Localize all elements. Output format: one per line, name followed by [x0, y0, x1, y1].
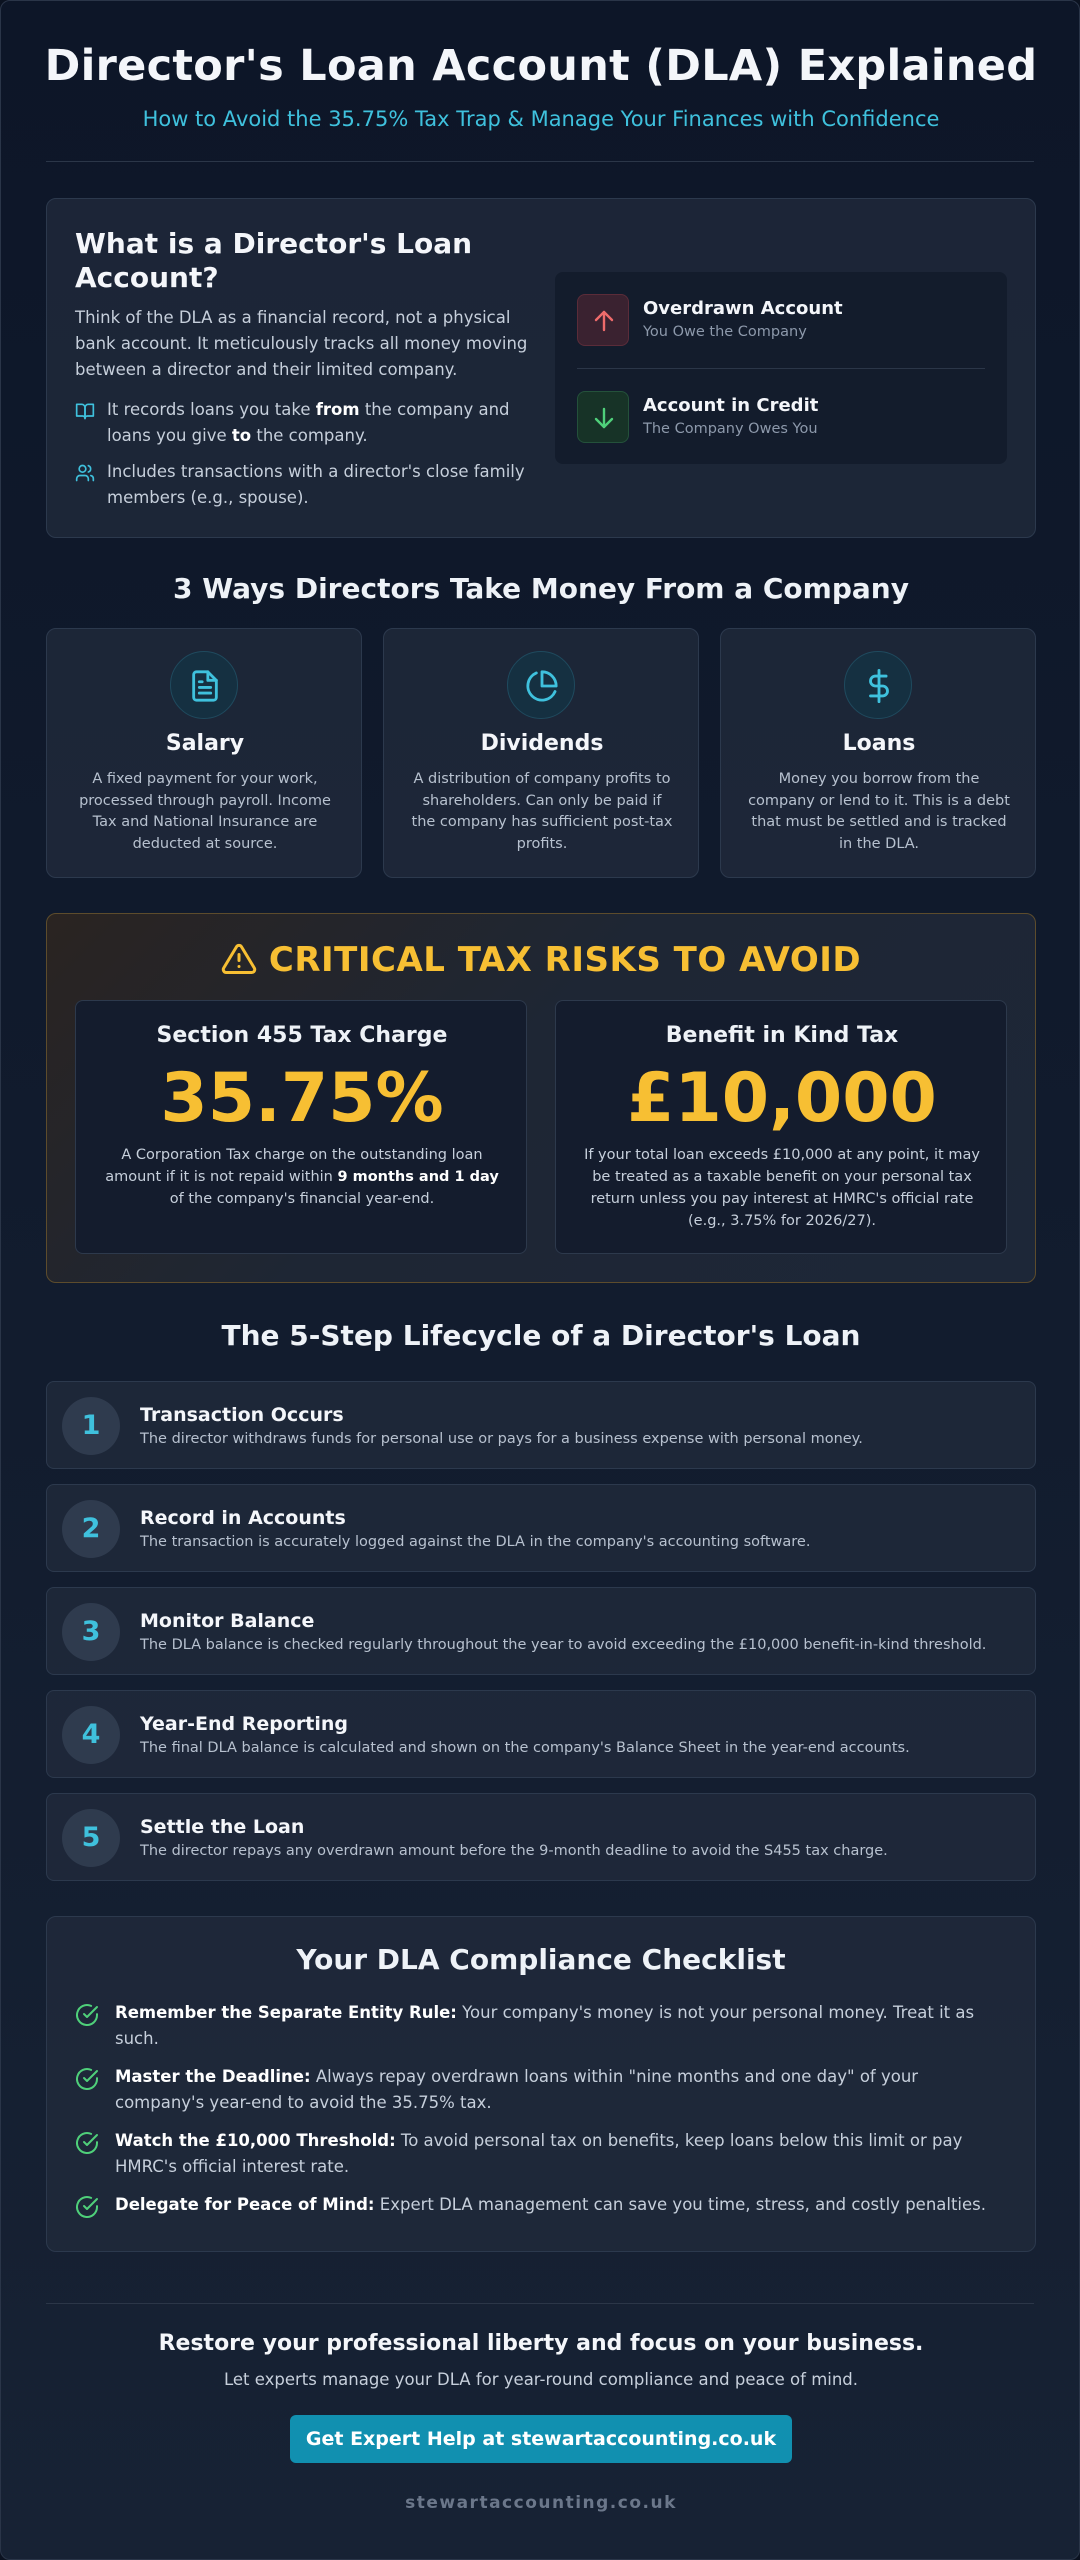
- step-number: 1: [62, 1397, 120, 1455]
- step-desc: The final DLA balance is calculated and shown on the company's Balance Sheet in the year-end accounts.: [140, 1740, 910, 1756]
- step-desc: The DLA balance is checked regularly throughout the year to avoid exceeding the £10,000 benefit-in-kind threshold.: [140, 1637, 987, 1653]
- lifecycle-step: [46, 1690, 1036, 1778]
- check-circle-icon: [75, 2195, 99, 2219]
- step-number: 4: [62, 1706, 120, 1764]
- step-title: Monitor Balance: [140, 1610, 315, 1632]
- way-title: Salary: [165, 731, 245, 756]
- step-number: 2: [62, 1500, 120, 1558]
- way-desc: A fixed payment for your work, processed through payroll. Income Tax and National Insurance are deducted at source.: [79, 771, 331, 852]
- account-status-panel: [555, 272, 1007, 464]
- compliance-checklist-card: [46, 1916, 1036, 2252]
- credit-account-row: [577, 389, 987, 445]
- overdrawn-sub: You Owe the Company: [643, 324, 807, 340]
- s455-title: Section 455 Tax Charge: [156, 1023, 448, 1048]
- way-title: Dividends: [480, 731, 604, 756]
- what-is-dla-card: [46, 198, 1036, 538]
- risks-heading: CRITICAL TAX RISKS TO AVOID: [47, 940, 1035, 980]
- step-title: Settle the Loan: [140, 1816, 305, 1838]
- bik-risk-box: [555, 1000, 1007, 1254]
- way-card-salary: [46, 628, 362, 878]
- arrow-down-icon: [577, 391, 629, 443]
- footer-heading: Restore your professional liberty and focus on your business.: [158, 2331, 924, 2356]
- step-number: 5: [62, 1809, 120, 1867]
- overdrawn-title: Overdrawn Account: [643, 298, 843, 319]
- page-subtitle: How to Avoid the 35.75% Tax Trap & Manage Your Finances with Confidence: [142, 107, 940, 131]
- check-circle-icon: [75, 2131, 99, 2155]
- step-title: Year-End Reporting: [140, 1713, 348, 1735]
- dollar-icon: [844, 651, 912, 719]
- page-title: Director's Loan Account (DLA) Explained: [44, 41, 1038, 91]
- divider: [46, 161, 1034, 162]
- lifecycle-step: [46, 1587, 1036, 1675]
- way-desc: Money you borrow from the company or lend to it. This is a debt that must be settled and is tracked in the DLA.: [748, 771, 1010, 852]
- way-card-dividends: [383, 628, 699, 878]
- footer-subtitle: Let experts manage your DLA for year-round compliance and peace of mind.: [223, 2370, 859, 2389]
- lifecycle-heading: The 5-Step Lifecycle of a Director's Loan: [221, 1319, 861, 1352]
- lifecycle-step: [46, 1381, 1036, 1469]
- credit-title: Account in Credit: [643, 395, 819, 416]
- checklist-item: Master the Deadline: Always repay overdrawn loans within "nine months and one day" of your company's year-end to avoid the 35.75% tax.: [75, 2064, 1005, 2116]
- divider: [46, 2303, 1034, 2304]
- credit-sub: The Company Owes You: [643, 421, 818, 437]
- step-desc: The director repays any overdrawn amount before the 9-month deadline to avoid the S455 tax charge.: [140, 1843, 888, 1859]
- warning-icon: [221, 941, 257, 977]
- ways-heading: 3 Ways Directors Take Money From a Company: [173, 572, 909, 605]
- users-icon: [75, 463, 95, 483]
- what-heading: What is a Director's Loan Account?: [75, 227, 473, 294]
- checklist-item: Delegate for Peace of Mind: Expert DLA management can save you time, stress, and costly penalties.: [75, 2192, 1005, 2218]
- website-link[interactable]: stewartaccounting.co.uk: [405, 2493, 677, 2513]
- step-title: Record in Accounts: [140, 1507, 346, 1529]
- what-point-family: Includes transactions with a director's close family members (e.g., spouse).: [75, 459, 535, 511]
- bik-title: Benefit in Kind Tax: [665, 1023, 899, 1048]
- s455-value: 35.75%: [160, 1059, 444, 1138]
- way-title: Loans: [842, 731, 916, 756]
- s455-risk-box: [75, 1000, 527, 1254]
- bik-desc: If your total loan exceeds £10,000 at any point, it may be treated as a taxable benefit on your personal tax return unless you pay interest at HMRC's official rate (e.g., 3.75% for 2026/27).: [584, 1147, 980, 1229]
- lifecycle-step: [46, 1793, 1036, 1881]
- divider: [577, 368, 985, 369]
- check-circle-icon: [75, 2067, 99, 2091]
- step-desc: The transaction is accurately logged against the DLA in the company's accounting software.: [140, 1534, 811, 1550]
- step-desc: The director withdraws funds for personal use or pays for a business expense with personal money.: [140, 1431, 863, 1447]
- checklist-item: Watch the £10,000 Threshold: To avoid personal tax on benefits, keep loans below this limit or pay HMRC's official interest rate.: [75, 2128, 1005, 2180]
- s455-desc: A Corporation Tax charge on the outstanding loan amount if it is not repaid within 9 months and 1 day of the company's financial year-end.: [105, 1147, 499, 1207]
- document-icon: [170, 651, 238, 719]
- step-title: Transaction Occurs: [140, 1404, 344, 1426]
- tax-risks-panel: [46, 913, 1036, 1283]
- checklist-item: Remember the Separate Entity Rule: Your company's money is not your personal money. Treat it as such.: [75, 2000, 1005, 2052]
- lifecycle-step: [46, 1484, 1036, 1572]
- overdrawn-account-row: [577, 292, 987, 348]
- what-point-records: It records loans you take from the company and loans you give to the company.: [75, 397, 535, 449]
- book-icon: [75, 401, 95, 421]
- arrow-up-icon: [577, 294, 629, 346]
- get-expert-help-button[interactable]: Get Expert Help at stewartaccounting.co.uk: [290, 2415, 792, 2463]
- bik-value: £10,000: [627, 1059, 937, 1138]
- check-circle-icon: [75, 2003, 99, 2027]
- way-desc: A distribution of company profits to shareholders. Can only be paid if the company has sufficient post-tax profits.: [411, 771, 673, 852]
- way-card-loans: [720, 628, 1036, 878]
- step-number: 3: [62, 1603, 120, 1661]
- pie-chart-icon: [507, 651, 575, 719]
- checklist-heading: Your DLA Compliance Checklist: [296, 1943, 786, 1976]
- header: [1, 41, 1080, 131]
- what-intro: Think of the DLA as a financial record, not a physical bank account. It meticulously tracks all money moving between a director and their limited company.: [75, 308, 528, 379]
